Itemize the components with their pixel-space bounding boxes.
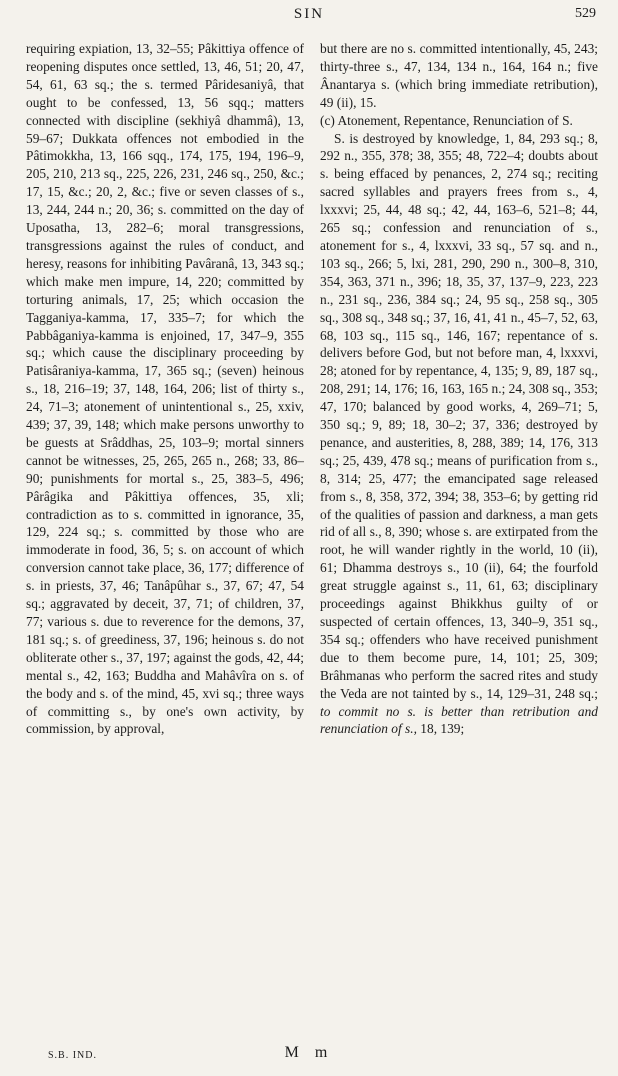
section-heading: (c) Atonement, Repentance, Renunciation of S. [320,112,573,128]
tail-references: 18, 139; [416,721,465,737]
running-head [0,4,618,26]
index-columns [26,40,598,1020]
right-column-body-text: S. is destroyed by knowledge, 1, 84, 293 sq.; 8, 292 n., 355, 378; 38, 355; 48, 722–4; doubts about s. being effaced by penances, 2, 274 sq.; reciting sacred syllables and prayers frees from s., 4, lxxxvi; 25, 44, 48 sq.; 42, 44, 163–6, 521–8; 44, 265 sq.; confession and renunciation of s., atonement for s., 4, lxxxvi, 33 sq., 57 sq. and n., 103 sq., 266; 5, lxi, 281, 290, 290 n., 300–8, 310, 354, 363, 371 n., 396; 18, 35, 37, 137–9, 223, 223 n., 231 sq., 236, 384 sq.; 24, 95 sq., 258 sq., 305 sq., 308 sq., 348 sq.; 37, 16, 41, 41 n., 45–7, 52, 63, 68, 103 sq., 115 sq., 146, 167; repentance of s. delivers before God, but not before man, 4, lxxxvi, 28; atoned for by repentance, 4, 135; 9, 89, 187 sq., 208, 291; 14, 176; 16, 163, 165 n.; 24, 308 sq., 353; 47, 170; balanced by good works, 4, 269–71; 5, 350 sq.; 9, 89; 18, 30–2; 37, 336; destroyed by penance, and austerities, 8, 288, 389; 14, 176, 313 sq.; 25, 439, 478 sq.; means of purification from s., 8, 314; 25, 477; the emancipated sage released from s., 8, 358, 372, 394; 38, 353–6; by getting rid of the qualities of passion and darkness, a man gets rid of all s., 8, 390; whose s. are extirpated from the root, he will wander rightly in the world, 10 (ii), 61; Dhamma destroys s., 10 (ii), 64; the fourfold great struggle against s., 11, 61, 63; disciplinary proceedings against Bhikkhus guilty of or suspected of certain offences, 13, 340–9, 351 sq., 354 sq.; offenders who have received punishment due to them become pure, 14, 101; 25, 309; Brâhmanas who perform the sacred rites and study the Veda are not tainted by s., 14, 129–31, 248 sq.; [320,130,598,701]
left-column [26,40,304,1020]
signature-mark: S.B. IND. [48,1050,98,1061]
page-number: 529 [575,6,596,21]
right-column-body [320,130,598,739]
gathering-mark: M m [284,1044,334,1061]
right-column [320,40,598,1020]
italic-quote: to commit no s. is better than retribution and renunciation of s., [320,703,598,737]
left-column-text: requiring expiation, 13, 32–55; Pâkittiya offence of reopening disputes once settled, 13, 46, 51; 20, 47, 54, 61, 63 sq.; the s. termed Pâridesaniyâ, that ought to be confessed, 13, 56 sqq.; matters connected with discipline (sekhiyâ dhammâ), 13, 59–67; Dukkata offences not embodied in the Pâtimokkha, 13, 166 sqq., 174, 175, 194, 196–9, 205, 210, 213 sq., 225, 226, 231, 246 sq., 250, &c.; 17, 15, &c.; 20, 2, &c.; five or seven classes of s., 13, 244, 244 n.; 20, 36; s. committed on the day of Uposatha, 13, 282–6; moral transgressions, transgressions against the rules of conduct, and heresy, reasons for inhibiting Pavâranâ, 13, 343 sq.; which make men impure, 14, 220; committed by torturing animals, 17, 25; which occasion the Tagganiya-kamma, 17, 335–7; for which the Pabbâganiya-kamma is enjoined, 17, 347–9, 355 sq.; which cause the disciplinary proceeding by Patisâraniya-kamma, 17, 365 sq.; (seven) heinous s., 18, 216–19; 37, 148, 164, 206; list of thirty s., 24, 71–3; atonement of unintentional s., 25, xxiv, 439; 37, 39, 148; which make persons unworthy to be guests at Srâddhas, 25, 103–9; mortal sinners cannot be witnesses, 25, 265, 265 n., 268; 33, 86–90; punishments for mortal s., 25, 383–5, 496; Pârâgika and Pâkittiya offences, 35, xli; contradiction as to s. committed in ignorance, 35, 129, 224 sq.; s. committed by those who are immoderate in food, 36, 5; s. on account of which conversion cannot take place, 36, 177; difference of s. in priests, 37, 46; Tanâpûhar s., 37, 67; 47, 54 sq.; aggravated by deceit, 37, 71; of children, 37, 77; various s. due to reverence for the demons, 37, 181 sq.; s. of greediness, 37, 196; heinous s. do not obliterate other s., 37, 197; against the gods, 42, 44; mental s., 42, 163; Buddha and Mahâvîra on s. of the body and s. of the mind, 45, xvi sq.; three ways of committing s., by one's own activity, by commission, by approval, [26,41,304,737]
right-column-intro: but there are no s. committed intentionally, 45, 243; thirty-three s., 47, 134, 134 n., 164, 164 n.; five Ânantarya s. (which bring immediate retribution), 49 (ii), 15. [320,41,598,110]
page-footer [0,1044,618,1068]
running-head-title: SIN [293,6,325,22]
